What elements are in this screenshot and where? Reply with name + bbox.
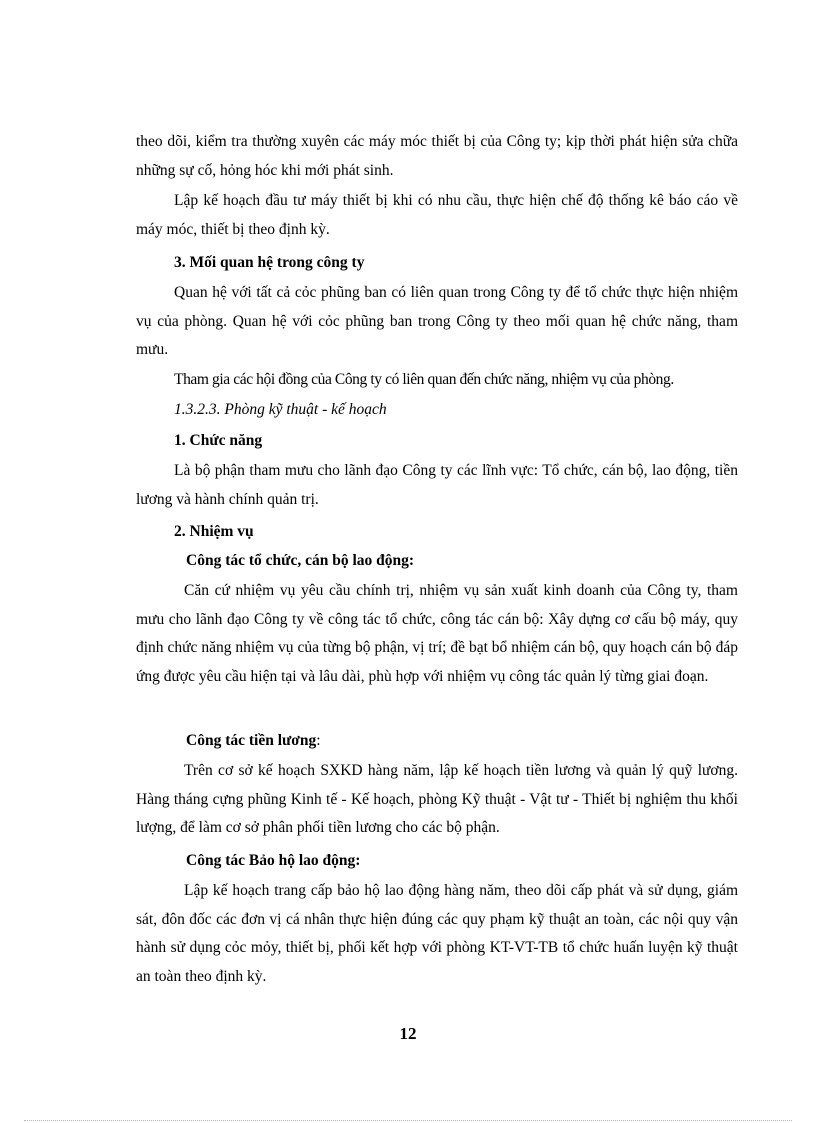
heading-salary-work-colon: : xyxy=(316,732,321,749)
heading-salary-work xyxy=(186,727,321,756)
paragraph-relations: Quan hệ với tất cả cỏc phũng ban có liên quan trong Công ty để tổ chức thực hiện nhiệm vụ của phòng. Quan hệ với cỏc phũng ban trong Công ty theo mối quan hệ chức năng, tham mưu. xyxy=(136,284,738,359)
heading-technical-planning-dept: 1.3.2.3. Phòng kỹ thuật - kế hoạch xyxy=(174,401,387,418)
heading-duties: 2. Nhiệm vụ xyxy=(174,523,254,540)
heading-relations: 3. Mối quan hệ trong công ty xyxy=(174,254,365,271)
paragraph-salary-work: Trên cơ sở kế hoạch SXKD hàng năm, lập kế hoạch tiền lương và quản lý quỹ lương. Hàng tháng cựng phũng Kinh tế - Kế hoạch, phòng Kỹ thuật - Vật tư - Thiết bị nghiệm thu khối lượng, để làm cơ sở phân phối tiền lương cho các bộ phận. xyxy=(136,762,738,837)
heading-salary-work-label: Công tác tiền lương xyxy=(186,732,317,749)
paragraph-organization-work: Căn cứ nhiệm vụ yêu cầu chính trị, nhiệm vụ sản xuất kinh doanh của Công ty, tham mưu cho lãnh đạo Công ty về công tác tổ chức, công tác cán bộ: Xây dựng cơ cấu bộ máy, quy định chức năng nhiệm vụ của từng bộ phận, vị trí; đề bạt bổ nhiệm cán bộ, quy hoạch cán bộ đáp ứng được yêu cầu hiện tại và lâu dài, phù hợp với nhiệm vụ công tác quản lý từng giai đoạn. xyxy=(136,582,738,685)
paragraph-councils: Tham gia các hội đồng của Công ty có liên quan đến chức năng, nhiệm vụ của phòng. xyxy=(174,371,674,388)
paragraph-maintenance: theo dõi, kiểm tra thường xuyên các máy móc thiết bị của Công ty; kịp thời phát hiện sửa chữa những sự cố, hỏng hóc khi mới phát sinh. xyxy=(136,133,738,179)
paragraph-labor-protection: Lập kế hoạch trang cấp bảo hộ lao động hàng năm, theo dõi cấp phát và sử dụng, giám sát, đôn đốc các đơn vị cá nhân thực hiện đúng các quy phạm kỹ thuật an toàn, các nội quy vận hành sử dụng cỏc mỏy, thiết bị, phối kết hợp với phòng KT-VT-TB tổ chức huấn luyện kỹ thuật an toàn theo định kỳ. xyxy=(136,882,738,985)
paragraph-investment-plan: Lập kế hoạch đầu tư máy thiết bị khi có nhu cầu, thực hiện chế độ thống kê báo cáo về máy móc, thiết bị theo định kỳ. xyxy=(136,192,738,238)
page-number: 12 xyxy=(399,1024,417,1043)
heading-labor-protection: Công tác Bảo hộ lao động: xyxy=(186,852,361,869)
heading-organization-work: Công tác tổ chức, cán bộ lao động: xyxy=(186,552,415,569)
heading-function: 1. Chức năng xyxy=(174,432,263,449)
paragraph-function: Là bộ phận tham mưu cho lãnh đạo Công ty các lĩnh vực: Tổ chức, cán bộ, lao động, tiền lương và hành chính quản trị. xyxy=(136,462,738,508)
page-edge-divider xyxy=(24,1120,792,1121)
